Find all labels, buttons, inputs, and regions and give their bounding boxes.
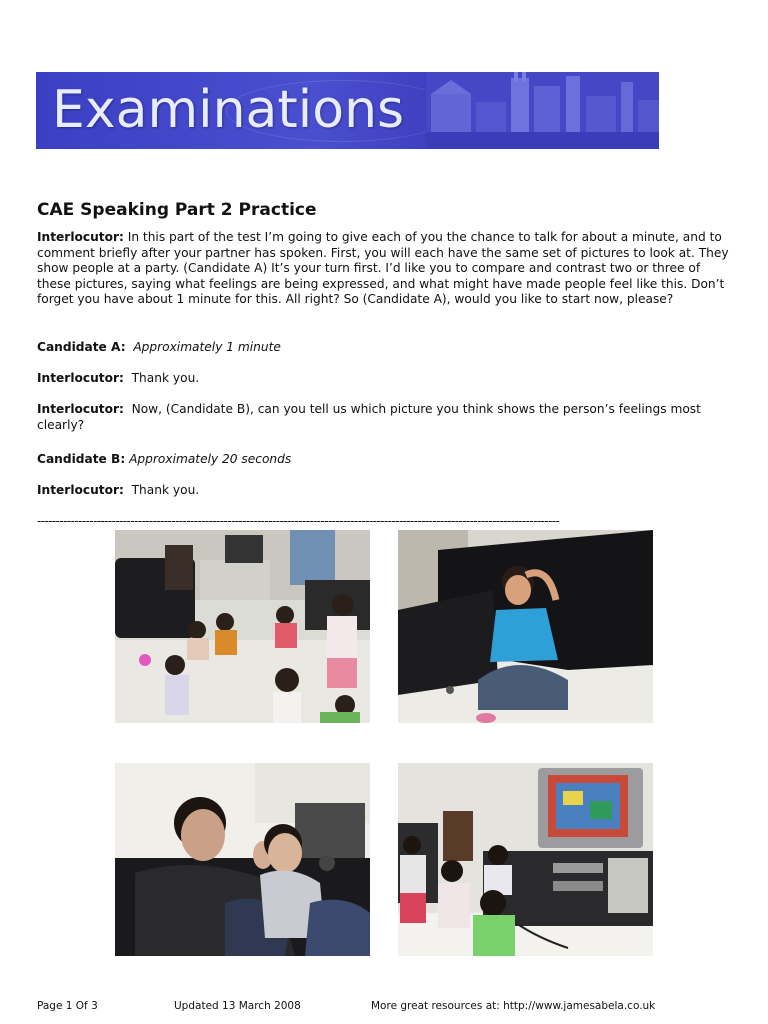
speaker-label: Candidate A: xyxy=(37,340,126,354)
footer-page-number: Page 1 Of 3 xyxy=(37,1000,98,1012)
two-boys-sofa-photo xyxy=(115,763,370,956)
dialogue-line xyxy=(37,340,737,356)
children-tv-game-photo xyxy=(398,763,653,956)
dialogue-text: Approximately 20 seconds xyxy=(129,452,292,466)
speaker-label: Interlocutor: xyxy=(37,230,124,244)
footer-resources-link[interactable]: More great resources at: http://www.jamesabela.co.uk xyxy=(371,1000,656,1012)
college-towers-image xyxy=(426,72,659,149)
dialogue-text: Approximately 1 minute xyxy=(133,340,281,354)
speaker-label: Interlocutor: xyxy=(37,402,124,416)
intro-paragraph xyxy=(37,230,737,308)
footer-updated-date: Updated 13 March 2008 xyxy=(174,1000,301,1012)
speaker-label: Interlocutor: xyxy=(37,371,124,385)
dialogue-line xyxy=(37,483,737,499)
dialogue-line xyxy=(37,452,737,468)
banner-title: Examinations xyxy=(52,80,405,140)
dialogue-line xyxy=(37,371,737,387)
page-title: CAE Speaking Part 2 Practice xyxy=(37,200,317,220)
speaker-label: Candidate B: xyxy=(37,452,126,466)
examinations-banner xyxy=(36,72,659,149)
dialogue-text: Now, (Candidate B), can you tell us which picture you think shows the person’s feelings most clearly? xyxy=(37,402,701,432)
young-man-sofa-photo xyxy=(398,530,653,723)
dashed-divider: -------------------------------------------------------------------------------------------------------------------------------------------- xyxy=(37,514,560,528)
dialogue-text: Thank you. xyxy=(131,483,200,497)
dialogue-text: Thank you. xyxy=(131,371,200,385)
intro-text: In this part of the test I’m going to give each of you the chance to talk for about a minute, and to comment briefly after your partner has spoken. First, you will each have the same set of pictures to look at. They show people at a party. (Candidate A) It’s your turn first. I’d like you to compare and contrast two or three of these pictures, saying what feelings are being expressed, and what might have made people feel like this. Don’t forget you have about 1 minute for this. All right? So (Candidate A), would you like to start now, please? xyxy=(37,230,729,307)
dialogue-line xyxy=(37,402,737,433)
speaker-label: Interlocutor: xyxy=(37,483,124,497)
children-party-photo xyxy=(115,530,370,723)
